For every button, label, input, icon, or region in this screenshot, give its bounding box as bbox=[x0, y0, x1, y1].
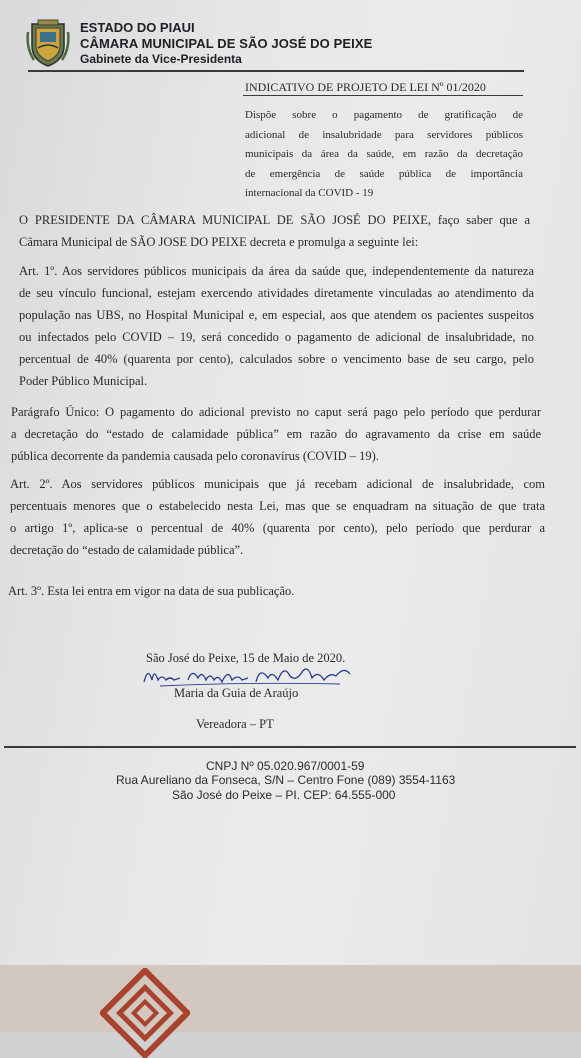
article-3: Art. 3º. Esta lei entra em vigor na data de sua publicação. bbox=[8, 584, 295, 598]
footer-city: São José do Peixe – PI. CEP: 64.555-000 bbox=[172, 788, 396, 802]
intro-line: Câmara Municipal de SÃO JOSE DO PEIXE decreta e promulga a seguinte lei: bbox=[19, 235, 419, 249]
signer-title: Vereadora – PT bbox=[196, 717, 274, 731]
coat-of-arms-icon bbox=[24, 18, 72, 68]
signer-name: Maria da Guia de Araújo bbox=[174, 686, 299, 700]
article-1-line: de seu vínculo funcional, estejam exercendo atividades diretamente vinculadas ao atendimento da bbox=[19, 286, 534, 300]
article-2-line: Art. 2º. Aos servidores públicos municipais que já recebam adicional de insalubridade, com bbox=[10, 477, 545, 491]
article-1-line: percentual de 40% (quarenta por cento), calculados sobre o vencimento base de seu cargo, pelo bbox=[19, 352, 534, 366]
footer-address: Rua Aureliano da Fonseca, S/N – Centro Fone (089) 3554-1163 bbox=[116, 773, 456, 787]
paragrafo-line: pública decorrente da pandemia causada pelo coronavírus (COVID – 19). bbox=[11, 449, 379, 463]
article-1-line: Art. 1º. Aos servidores públicos municipais da área da saúde que, independentemente da natureza bbox=[19, 264, 534, 278]
place-date: São José do Peixe, 15 de Maio de 2020. bbox=[146, 651, 346, 665]
paragrafo-line: a decretação do “estado de calamidade pública” em razão do agravamento da crise em saúde bbox=[11, 427, 541, 441]
footer-divider bbox=[4, 746, 576, 748]
article-2-line: decretação do “estado de calamidade pública”. bbox=[10, 543, 244, 557]
summary-line: Dispõe sobre o pagamento de gratificação de bbox=[245, 109, 523, 121]
title-underline bbox=[243, 95, 523, 96]
document-summary bbox=[245, 106, 523, 204]
document-title: INDICATIVO DE PROJETO DE LEI Nº 01/2020 bbox=[245, 80, 486, 94]
article-1 bbox=[19, 264, 534, 396]
header-state: ESTADO DO PIAUI bbox=[80, 20, 195, 35]
table-surface bbox=[0, 965, 581, 1032]
intro-line: O PRESIDENTE DA CÂMARA MUNICIPAL DE SÃO JOSÉ DO PEIXE, faço saber que a bbox=[19, 213, 530, 227]
intro-paragraph bbox=[19, 213, 530, 257]
decorative-pattern-icon bbox=[100, 968, 190, 1058]
summary-line: internacional da COVID - 19 bbox=[245, 187, 374, 199]
article-1-line: Poder Público Municipal. bbox=[19, 374, 148, 388]
summary-line: de emergência de saúde pública de importância bbox=[245, 167, 523, 180]
article-1-line: ou infectados pelo COVID – 19, será concedido o pagamento de adicional de insalubridade, no bbox=[19, 330, 534, 344]
article-2-line: percentuais menores que o estabelecido nesta Lei, mas que se enquadram na situação de que trata bbox=[10, 499, 545, 513]
header-chamber: CÂMARA MUNICIPAL DE SÃO JOSÉ DO PEIXE bbox=[80, 36, 373, 51]
paragrafo-line: Parágrafo Único: O pagamento do adicional previsto no caput será pago pelo período que perdurar bbox=[11, 405, 541, 419]
summary-line: adicional de insalubridade para servidores públicos bbox=[245, 128, 523, 141]
article-2 bbox=[10, 477, 545, 565]
article-1-line: população nas UBS, no Hospital Municipal e, em especial, aos que atendem os pacientes suspeitos bbox=[19, 308, 534, 322]
summary-line: municipais da área da saúde, em razão da decretação bbox=[245, 148, 523, 160]
header-office: Gabinete da Vice-Presidenta bbox=[80, 52, 242, 66]
header-divider bbox=[28, 70, 524, 72]
paragrafo-unico bbox=[11, 405, 541, 471]
footer-cnpj: CNPJ Nº 05.020.967/0001-59 bbox=[206, 759, 365, 773]
article-2-line: o artigo 1º, aplica-se o percentual de 40% (quarenta por cento), pelo período que perdurar a bbox=[10, 521, 545, 535]
